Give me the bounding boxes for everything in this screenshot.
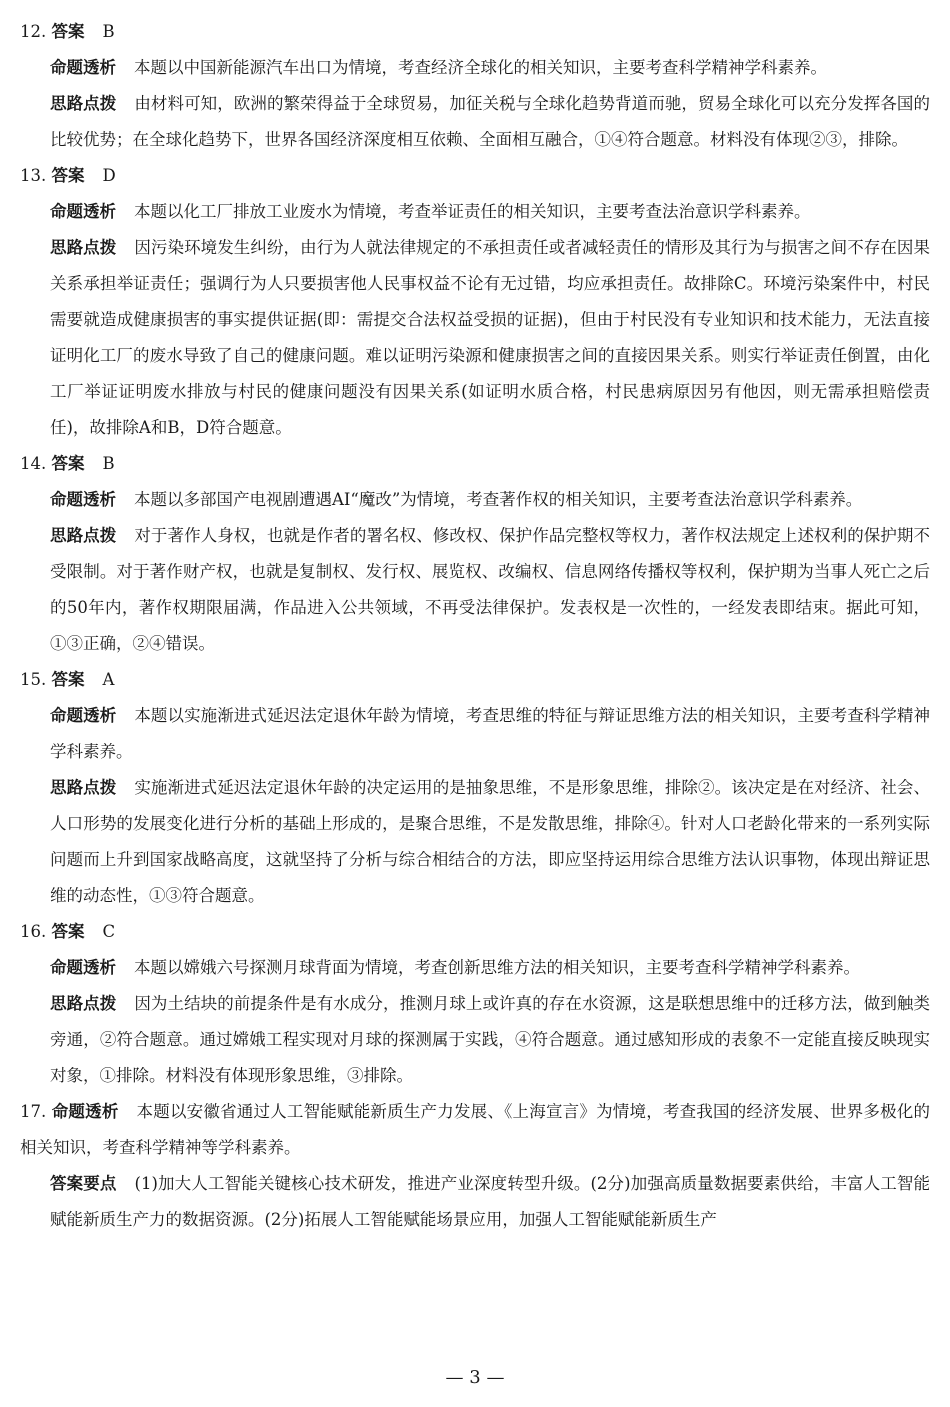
section-text: (1)加大人工智能关键核心技术研发，推进产业深度转型升级。(2分)加强高质量数据要素供给，丰富人工智能赋能新质生产力的数据资源。(2分)拓展人工智能赋能场景应用，加强人工智能赋能新质生产	[50, 1174, 930, 1229]
reasoning-paragraph	[20, 230, 930, 446]
reasoning-paragraph	[20, 86, 930, 158]
answer-label: 答案	[51, 166, 85, 185]
answer-value: A	[102, 670, 115, 689]
analysis-paragraph	[20, 482, 930, 518]
question-header	[20, 662, 930, 698]
question-number: 15.	[20, 670, 47, 689]
answer-value: B	[102, 22, 115, 41]
section-label: 命题透析	[50, 58, 116, 77]
section-label: 思路点拨	[50, 238, 117, 257]
section-label: 答案要点	[50, 1174, 117, 1193]
question-header	[20, 446, 930, 482]
question-16	[20, 914, 930, 1094]
analysis-paragraph	[20, 950, 930, 986]
answer-points-paragraph	[20, 1166, 930, 1238]
question-header	[20, 1094, 930, 1166]
section-text: 本题以安徽省通过人工智能赋能新质生产力发展、《上海宣言》为情境，考查我国的经济发展、世界多极化的相关知识，考查科学精神等学科素养。	[20, 1102, 930, 1157]
question-13	[20, 158, 930, 446]
section-label: 命题透析	[50, 202, 116, 221]
section-label: 命题透析	[50, 490, 116, 509]
section-label: 思路点拨	[50, 778, 117, 797]
reasoning-paragraph	[20, 518, 930, 662]
answer-label: 答案	[51, 454, 85, 473]
answer-value: B	[102, 454, 115, 473]
section-text: 由材料可知，欧洲的繁荣得益于全球贸易，加征关税与全球化趋势背道而驰，贸易全球化可以充分发挥各国的比较优势；在全球化趋势下，世界各国经济深度相互依赖、全面相互融合，①④符合题意。材料没有体现②③，排除。	[50, 94, 931, 149]
answer-value: C	[102, 922, 116, 941]
section-text: 本题以中国新能源汽车出口为情境，考查经济全球化的相关知识，主要考查科学精神学科素养。	[134, 58, 827, 77]
section-label: 思路点拨	[50, 526, 117, 545]
answer-value: D	[102, 166, 116, 185]
question-header	[20, 14, 930, 50]
section-label: 命题透析	[51, 1102, 119, 1121]
answer-label: 答案	[51, 670, 85, 689]
reasoning-paragraph	[20, 770, 930, 914]
section-text: 本题以多部国产电视剧遭遇AI“魔改”为情境，考查著作权的相关知识，主要考查法治意识学科素养。	[134, 490, 863, 509]
analysis-paragraph	[20, 698, 930, 770]
question-number: 14.	[20, 454, 47, 473]
section-text: 本题以嫦娥六号探测月球背面为情境，考查创新思维方法的相关知识，主要考查科学精神学科素养。	[134, 958, 860, 977]
page-number: — 3 —	[445, 1367, 505, 1388]
question-header	[20, 158, 930, 194]
section-label: 命题透析	[50, 958, 116, 977]
reasoning-paragraph	[20, 986, 930, 1094]
section-text: 因污染环境发生纠纷，由行为人就法律规定的不承担责任或者减轻责任的情形及其行为与损害之间不存在因果关系承担举证责任；强调行为人只要损害他人民事权益不论有无过错，均应承担责任。故排除C。环境污染案件中，村民需要就造成健康损害的事实提供证据(即：需提交合法权益受损的证据)，但由于村民没有专业知识和技术能力，无法直接证明化工厂的废水导致了自己的健康问题。难以证明污染源和健康损害之间的直接因果关系。则实行举证责任倒置，由化工厂举证证明废水排放与村民的健康问题没有因果关系(如证明水质合格，村民患病原因另有他因，则无需承担赔偿责任)，故排除A和B，D符合题意。	[50, 238, 931, 437]
section-label: 思路点拨	[50, 94, 117, 113]
analysis-paragraph	[20, 194, 930, 230]
analysis-paragraph	[20, 50, 930, 86]
section-label: 命题透析	[50, 706, 117, 725]
question-12	[20, 14, 930, 158]
question-number: 16.	[20, 922, 47, 941]
answer-label: 答案	[51, 22, 85, 41]
question-14	[20, 446, 930, 662]
question-15	[20, 662, 930, 914]
question-17	[20, 1094, 930, 1238]
answer-label: 答案	[51, 922, 85, 941]
question-number: 13.	[20, 166, 47, 185]
question-header	[20, 914, 930, 950]
section-text: 实施渐进式延迟法定退休年龄的决定运用的是抽象思维，不是形象思维，排除②。该决定是在对经济、社会、人口形势的发展变化进行分析的基础上形成的，是聚合思维，不是发散思维，排除④。针对人口老龄化带来的一系列实际问题而上升到国家战略高度，这就坚持了分析与综合相结合的方法，即应坚持运用综合思维方法认识事物，体现出辩证思维的动态性，①③符合题意。	[50, 778, 931, 905]
section-text: 本题以实施渐进式延迟法定退休年龄为情境，考查思维的特征与辩证思维方法的相关知识，主要考查科学精神学科素养。	[50, 706, 931, 761]
section-text: 对于著作人身权，也就是作者的署名权、修改权、保护作品完整权等权力，著作权法规定上述权利的保护期不受限制。对于著作财产权，也就是复制权、发行权、展览权、改编权、信息网络传播权等权利，保护期为当事人死亡之后的50年内，著作权期限届满，作品进入公共领域，不再受法律保护。发表权是一次性的，一经发表即结束。据此可知，①③正确，②④错误。	[50, 526, 931, 653]
question-number: 17.	[20, 1102, 47, 1121]
question-number: 12.	[20, 22, 47, 41]
section-text: 因为土结块的前提条件是有水成分，推测月球上或许真的存在水资源，这是联想思维中的迁移方法，做到触类旁通，②符合题意。通过嫦娥工程实现对月球的探测属于实践，④符合题意。通过感知形成的表象不一定能直接反映现实对象，①排除。材料没有体现形象思维，③排除。	[50, 994, 931, 1085]
section-label: 思路点拨	[50, 994, 117, 1013]
section-text: 本题以化工厂排放工业废水为情境，考查举证责任的相关知识，主要考查法治意识学科素养。	[134, 202, 811, 221]
